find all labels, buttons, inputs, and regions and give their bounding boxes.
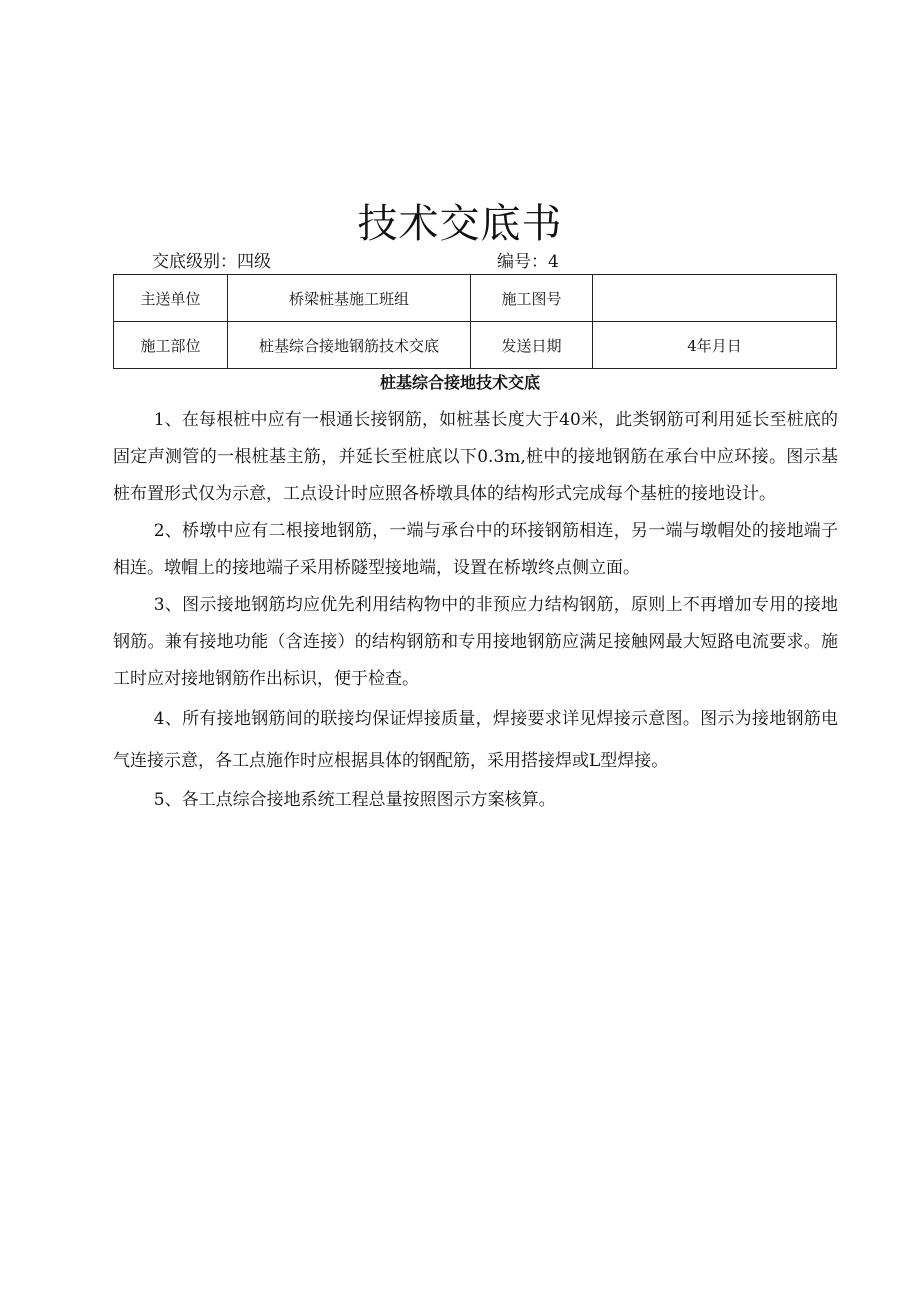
send-date-value: 4年月日 (593, 322, 837, 369)
disclosure-level: 交底级别：四级 (152, 252, 271, 272)
info-table (113, 274, 837, 369)
paragraph-1: 1、在每根桩中应有一根通长接钢筋，如桩基长度大于40米，此类钢筋可利用延长至桩底的固定声测管的一根桩基主筋，并延长至桩底以下0.3m,桩中的接地钢筋在承台中应环接。图示基桩布置形式仅为示意，工点设计时应照各桥墩具体的结构形式完成每个基桩的接地设计。 (113, 410, 838, 504)
paragraph-3: 3、图示接地钢筋均应优先利用结构物中的非预应力结构钢筋，原则上不再增加专用的接地钢筋。兼有接地功能（含连接）的结构钢筋和专用接地钢筋应满足接触网最大短路电流要求。施工时应对接地钢筋作出标识，便于检查。 (113, 595, 838, 689)
paragraph-5: 5、各工点综合接地系统工程总量按照图示方案核算。 (153, 790, 556, 810)
construction-part-label: 施工部位 (114, 322, 228, 369)
drawing-number-value (593, 275, 837, 322)
section-heading: 桩基综合接地技术交底 (379, 373, 540, 392)
document-title: 技术交底书 (357, 201, 563, 247)
body-text (113, 402, 838, 819)
paragraph-4: 4、所有接地钢筋间的联接均保证焊接质量，焊接要求详见焊接示意图。图示为接地钢筋电气连接示意，各工点施作时应根据具体的钢配筋，采用搭接焊或L型焊接。 (113, 709, 838, 771)
paragraph-2: 2、桥墩中应有二根接地钢筋，一端与承台中的环接钢筋相连，另一端与墩帽处的接地端子相连。墩帽上的接地端子采用桥隧型接地端，设置在桥墩终点侧立面。 (113, 521, 838, 578)
construction-part-value: 桩基综合接地钢筋技术交底 (228, 322, 471, 369)
drawing-number-label: 施工图号 (471, 275, 593, 322)
table-row (114, 322, 837, 369)
recipient-label: 主送单位 (114, 275, 228, 322)
send-date-label: 发送日期 (471, 322, 593, 369)
table-row (114, 275, 837, 322)
document-number: 编号：4 (497, 252, 559, 272)
recipient-value: 桥梁桩基施工班组 (228, 275, 471, 322)
